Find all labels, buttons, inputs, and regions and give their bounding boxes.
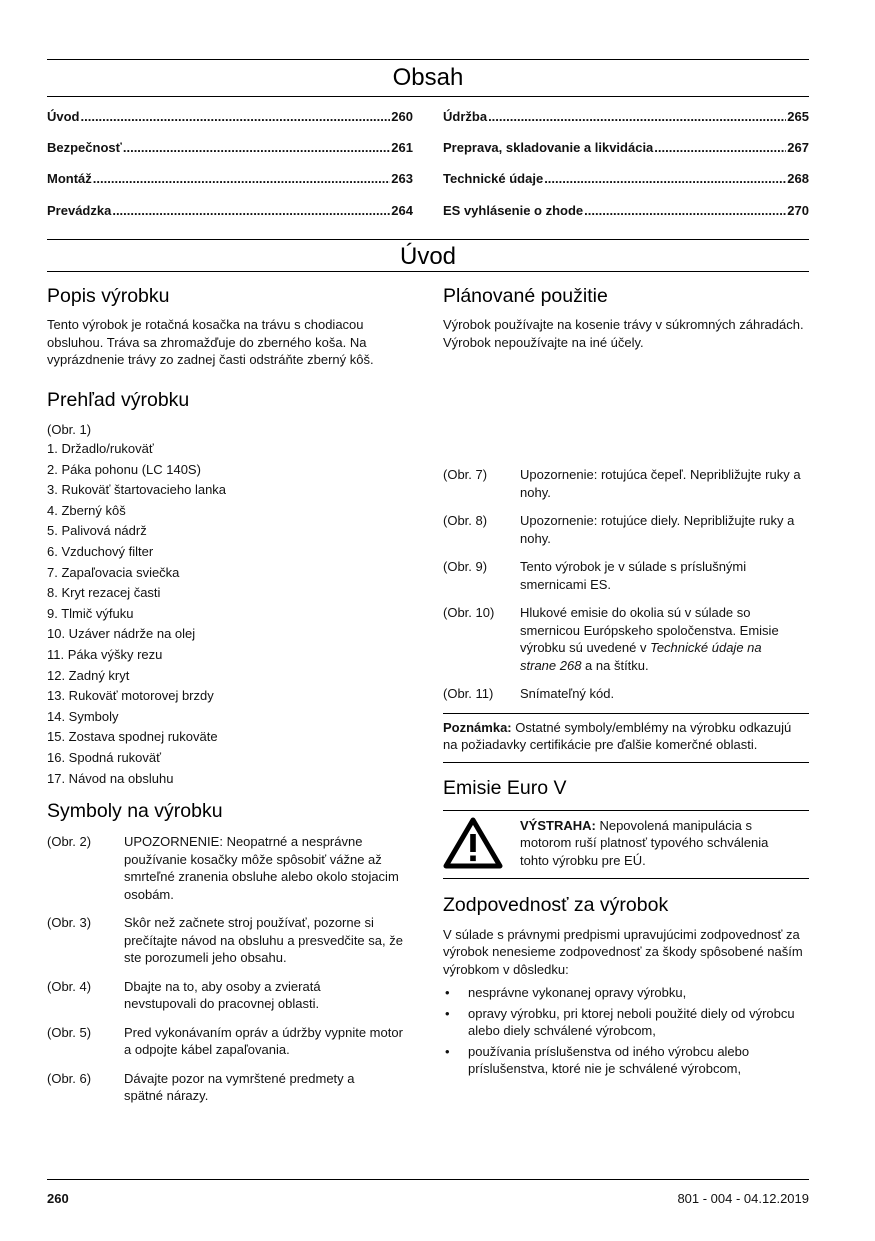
toc-link-prevadzka[interactable]: Prevádzka ..... 264	[47, 203, 413, 218]
intro-title-rule	[47, 271, 809, 272]
list-item: 12. Zadný kryt	[47, 667, 130, 683]
note-top-rule	[443, 713, 809, 714]
toc-link-montaz[interactable]: Montáž ..... 263	[47, 171, 413, 186]
toc-link-bezpecnost[interactable]: Bezpečnosť ..... 261	[47, 140, 413, 155]
footer-rule	[47, 1179, 809, 1180]
toc-link-technicke-udaje[interactable]: Technické údaje ..... 268	[443, 171, 809, 186]
list-item: • používania príslušenstva od iného výrobcu alebo príslušenstva, ktoré nie je schválené výrobcom,	[445, 1043, 750, 1076]
toc-top-rule	[47, 59, 809, 60]
list-item: 6. Vzduchový filter	[47, 543, 154, 559]
list-item: 1. Držadlo/rukoväť	[47, 441, 154, 456]
intro-title: Úvod	[399, 243, 457, 270]
warning-top-rule	[443, 810, 809, 811]
liability-bullets	[443, 984, 809, 1078]
list-item: 13. Rukoväť motorovej brzdy	[47, 688, 214, 704]
symbol-item: (Obr. 11) Snímateľný kód.	[443, 686, 615, 701]
list-item: 7. Zapaľovacia sviečka	[47, 564, 180, 580]
symbol-item: (Obr. 2) UPOZORNENIE: Neopatrné a nesprávne používanie kosačky môže spôsobiť vážne až smrteľné zranenia obsluhe alebo okolo stojacim osobám.	[47, 834, 399, 902]
symbol-item: (Obr. 8) Upozornenie: rotujúce diely. Nepribližujte ruky a nohy.	[443, 513, 795, 546]
symbols-left-list	[47, 833, 413, 1105]
list-item: • opravy výrobku, pri ktorej neboli použité diely od výrobcu alebo diely schválené výrobcom,	[445, 1005, 795, 1038]
symbol-item: (Obr. 5) Pred vykonávaním opráv a údržby vypnite motor a odpojte kábel zapaľovania.	[47, 1024, 403, 1058]
overview-list	[47, 439, 413, 789]
document-code: 801 - 004 - 04.12.2019	[677, 1191, 809, 1206]
symbol-item: (Obr. 10) Hlukové emisie do okolia sú v súlade so smernicou Európskeho spoločenstva. Emisie výrobku sú uvedené v Technické údaje na strane 268 a na štítku.	[443, 605, 779, 673]
intended-use-text: Výrobok používajte na kosenie trávy v súkromných záhradách. Výrobok nepoužívajte na iné účely.	[443, 317, 804, 350]
toc-link-preprava[interactable]: Preprava, skladovanie a likvidácia ..... 267	[443, 140, 809, 155]
note-paragraph: Poznámka: Ostatné symboly/emblémy na výrobku odkazujú na požiadavky certifikácie pre ďalšie komerčné oblasti.	[443, 719, 792, 752]
intro-top-rule	[47, 239, 809, 240]
warning-bottom-rule	[443, 878, 809, 879]
note-bottom-rule	[443, 762, 809, 763]
toc-title-rule	[47, 96, 809, 97]
warning-text: VÝSTRAHA: Nepovolená manipulácia s motorom ruší platnosť typového schválenia tohto výrobku pre EÚ.	[520, 817, 769, 868]
symbol-item: (Obr. 3) Skôr než začnete stroj používať, pozorne si prečítajte návod na obsluhu a presvedčite sa, že ste porozumeli jeho obsahu.	[47, 915, 403, 966]
overview-fig-ref: (Obr. 1)	[47, 421, 92, 437]
liability-text: V súlade s právnymi predpismi upravujúcimi zodpovednosť za výrobok nenesieme zodpovednosť za škody spôsobené naším výrobkom v dôsledku:	[443, 926, 803, 977]
symbol-item: (Obr. 6) Dávajte pozor na vymrštené predmety a spätné nárazy.	[47, 1070, 355, 1104]
toc-link-uvod[interactable]: Úvod ..... 260	[47, 109, 413, 124]
note-label: Poznámka:	[443, 719, 512, 735]
warning-box	[443, 817, 809, 874]
symbol-item: (Obr. 7) Upozornenie: rotujúca čepeľ. Nepribližujte ruky a nohy.	[443, 467, 801, 500]
list-item: 5. Palivová nádrž	[47, 523, 147, 539]
toc-link-udrzba[interactable]: Údržba ..... 265	[443, 109, 809, 124]
list-item: 8. Kryt rezacej časti	[47, 585, 161, 601]
warning-triangle-icon	[443, 817, 520, 874]
list-item: 3. Rukoväť štartovacieho lanka	[47, 482, 227, 498]
product-desc-heading: Popis výrobku	[47, 285, 170, 307]
overview-heading: Prehľad výrobku	[47, 388, 190, 411]
list-item: 16. Spodná rukoväť	[47, 749, 162, 765]
liability-heading: Zodpovednosť za výrobok	[443, 893, 669, 916]
left-column	[47, 284, 413, 1105]
toc-link-es-vyhlasenie[interactable]: ES vyhlásenie o zhode ..... 270	[443, 203, 809, 218]
list-item: 9. Tlmič výfuku	[47, 605, 134, 621]
warning-label: VÝSTRAHA:	[520, 817, 596, 833]
list-item: 4. Zberný kôš	[47, 502, 126, 518]
euro-v-heading: Emisie Euro V	[443, 776, 567, 799]
intended-use-heading: Plánované použitie	[443, 285, 608, 307]
symbol-item: (Obr. 9) Tento výrobok je v súlade s príslušnými smernicami ES.	[443, 559, 747, 592]
list-item: 14. Symboly	[47, 708, 119, 724]
list-item: 2. Páka pohonu (LC 140S)	[47, 461, 201, 477]
list-item: 10. Uzáver nádrže na olej	[47, 626, 196, 642]
technical-data-link[interactable]: Technické údaje na strane 268	[520, 640, 762, 673]
list-item: 15. Zostava spodnej rukoväte	[47, 729, 218, 745]
list-item: • nesprávne vykonanej opravy výrobku,	[445, 985, 687, 1000]
list-item: 17. Návod na obsluhu	[47, 770, 174, 786]
right-column	[443, 284, 809, 1076]
symbols-right-list	[443, 466, 809, 1078]
product-desc-text: Tento výrobok je rotačná kosačka na trávu s chodiacou obsluhou. Tráva sa zhromažďuje do zberného koša. Na vyprázdnenie trávy zo zadnej časti odstráňte zberný kôš.	[47, 317, 374, 367]
symbols-heading: Symboly na výrobku	[47, 800, 223, 823]
symbol-item: (Obr. 4) Dbajte na to, aby osoby a zvieratá nevstupovali do pracovnej oblasti.	[47, 978, 321, 1012]
toc-title: Obsah	[392, 64, 464, 91]
page-number: 260	[47, 1191, 69, 1206]
list-item: 11. Páka výšky rezu	[47, 646, 163, 662]
